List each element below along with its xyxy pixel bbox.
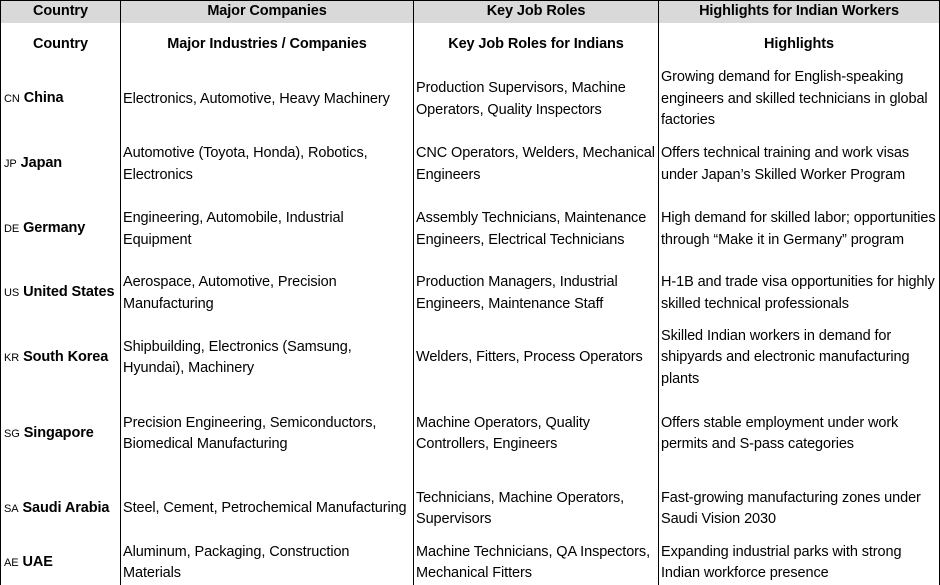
- industries-cell[interactable]: Electronics, Automotive, Heavy Machinery: [121, 67, 414, 132]
- industries-cell[interactable]: Engineering, Automobile, Industrial Equipment: [121, 197, 414, 262]
- country-code: US: [4, 287, 20, 300]
- roles-cell[interactable]: Machine Technicians, QA Inspectors, Mechanical Fitters: [414, 541, 659, 585]
- industries-cell[interactable]: Steel, Cement, Petrochemical Manufacturing: [121, 477, 414, 541]
- country-name: Singapore: [23, 424, 94, 441]
- roles-cell[interactable]: CNC Operators, Welders, Mechanical Engineers: [414, 132, 659, 197]
- header-key-job-roles[interactable]: Key Job Roles: [414, 1, 659, 24]
- table-row: [1, 132, 940, 197]
- country-code: SG: [4, 427, 20, 440]
- header-row: [1, 1, 940, 24]
- roles-cell[interactable]: Technicians, Machine Operators, Supervisors: [414, 477, 659, 541]
- roles-cell[interactable]: Machine Operators, Quality Controllers, Engineers: [414, 391, 659, 477]
- roles-cell[interactable]: Welders, Fitters, Process Operators: [414, 325, 659, 391]
- table-row: [1, 325, 940, 391]
- highlights-cell[interactable]: H-1B and trade visa opportunities for highly skilled technical professionals: [659, 262, 940, 325]
- country-name: UAE: [22, 553, 53, 570]
- country-cell[interactable]: [1, 197, 121, 262]
- country-code: SA: [4, 502, 19, 515]
- highlights-cell[interactable]: Skilled Indian workers in demand for shipyards and electronic manufacturing plants: [659, 325, 940, 391]
- subheader-row: [1, 23, 940, 67]
- country-cell[interactable]: [1, 541, 121, 585]
- industries-cell[interactable]: Precision Engineering, Semiconductors, Biomedical Manufacturing: [121, 391, 414, 477]
- table-row: [1, 391, 940, 477]
- roles-cell[interactable]: Production Supervisors, Machine Operators, Quality Inspectors: [414, 67, 659, 132]
- highlights-cell[interactable]: High demand for skilled labor; opportunities through “Make it in Germany” program: [659, 197, 940, 262]
- industries-cell[interactable]: Aluminum, Packaging, Construction Materials: [121, 541, 414, 585]
- country-code: CN: [4, 93, 20, 106]
- subheader-country[interactable]: Country: [1, 23, 121, 67]
- industries-cell[interactable]: Aerospace, Automotive, Precision Manufacturing: [121, 262, 414, 325]
- highlights-cell[interactable]: Growing demand for English-speaking engineers and skilled technicians in global factories: [659, 67, 940, 132]
- country-cell[interactable]: [1, 325, 121, 391]
- country-code: DE: [4, 223, 20, 236]
- table-row: [1, 67, 940, 132]
- industries-cell[interactable]: Automotive (Toyota, Honda), Robotics, Electronics: [121, 132, 414, 197]
- country-cell[interactable]: [1, 477, 121, 541]
- table-row: [1, 262, 940, 325]
- table-row: [1, 477, 940, 541]
- country-code: KR: [4, 351, 20, 364]
- header-highlights[interactable]: Highlights for Indian Workers: [659, 1, 940, 24]
- country-name: United States: [23, 284, 115, 301]
- roles-cell[interactable]: Production Managers, Industrial Engineers, Maintenance Staff: [414, 262, 659, 325]
- highlights-cell[interactable]: Offers stable employment under work permits and S-pass categories: [659, 391, 940, 477]
- country-cell[interactable]: [1, 67, 121, 132]
- country-name: Germany: [23, 220, 86, 237]
- country-name: China: [23, 90, 64, 107]
- subheader-roles[interactable]: Key Job Roles for Indians: [414, 23, 659, 67]
- header-country[interactable]: Country: [1, 1, 121, 24]
- country-cell[interactable]: [1, 262, 121, 325]
- country-code: JP: [4, 158, 17, 171]
- highlights-cell[interactable]: Fast-growing manufacturing zones under Saudi Vision 2030: [659, 477, 940, 541]
- roles-cell[interactable]: Assembly Technicians, Maintenance Engineers, Electrical Technicians: [414, 197, 659, 262]
- header-major-companies[interactable]: Major Companies: [121, 1, 414, 24]
- country-name: South Korea: [23, 348, 109, 365]
- table-row: [1, 541, 940, 585]
- country-code: AE: [4, 556, 19, 569]
- industries-cell[interactable]: Shipbuilding, Electronics (Samsung, Hyundai), Machinery: [121, 325, 414, 391]
- highlights-cell[interactable]: Expanding industrial parks with strong Indian workforce presence: [659, 541, 940, 585]
- country-cell[interactable]: [1, 132, 121, 197]
- country-name: Japan: [20, 155, 63, 172]
- subheader-highlights[interactable]: Highlights: [659, 23, 940, 67]
- subheader-industries[interactable]: Major Industries / Companies: [121, 23, 414, 67]
- country-name: Saudi Arabia: [22, 499, 110, 516]
- country-cell[interactable]: [1, 391, 121, 477]
- table-row: [1, 197, 940, 262]
- highlights-cell[interactable]: Offers technical training and work visas under Japan’s Skilled Worker Program: [659, 132, 940, 197]
